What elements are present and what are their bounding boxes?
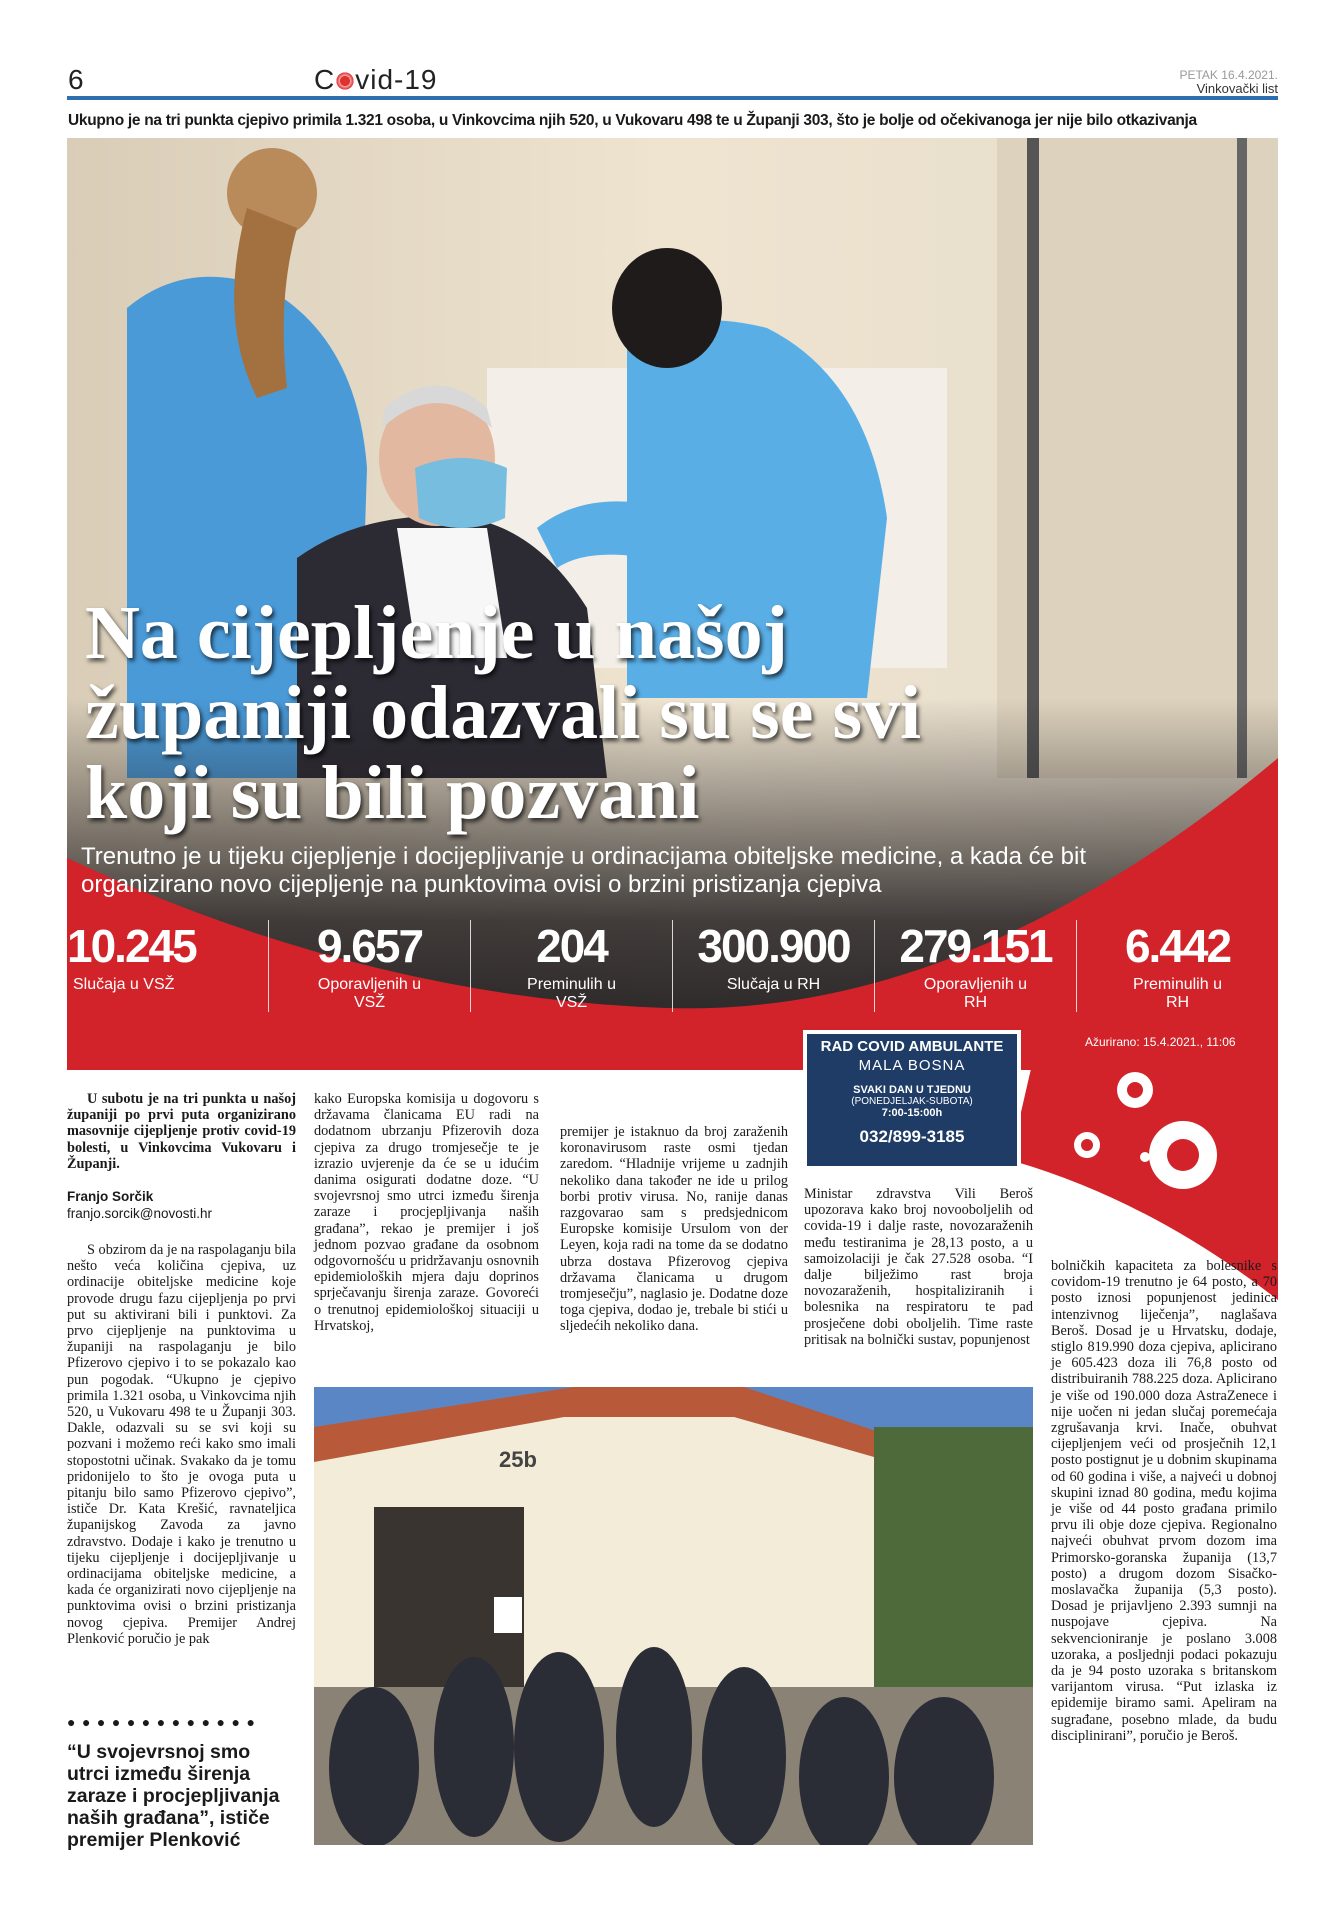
stat-value: 6.442 <box>1124 920 1231 972</box>
publication-name: Vinkovački list <box>1196 81 1278 96</box>
box-location: MALA BOSNA <box>858 1057 966 1074</box>
stat-label: Preminulih u RH <box>1133 976 1222 1011</box>
author-name: Franjo Sorčik <box>67 1189 154 1205</box>
stat-recovered-rh <box>874 920 1076 1012</box>
box-days: SVAKI DAN U TJEDNU <box>853 1084 971 1096</box>
header-rule <box>67 96 1278 100</box>
box-phone: 032/899-3185 <box>859 1127 965 1146</box>
article-text: S obzirom da je na raspolaganju bila nešto veća količina cjepiva, uz ordinacije obiteljske medicine koje provode drugu fazu cijepljenja po prvi put su aktivirani bili i punktovi. Za prvo cijepljenje na punktovima u županiji na raspolaganju je bilo Pfizerovo cjepivo i to se pokazalo kao pun pogodak. “Ukupno je cjepivo primila 1.321 osoba, u Vinkovcima njih 520, u Vukovaru 498 te u Županji 303. Dakle, odazvali su se svi koji su pozvani i možemo reći kako smo imali stopostotni učinak. Svakako da je tomu pridonijelo to što je ovoga puta u pitanju bilo samo Pfizerovo cjepivo”, ističe Dr. Kata Krešić, ravnateljica županijskog Zavoda za javno zdravstvo. Dodaje i kako je trenutno u tijeku cijepljenje i docijepljivanje u ordinacijama obiteljske medicine, a kada će organizirati novo cijepljenje na punktovima ovisi o brzini pristizanja novog cjepiva. Premijer Andrej Plenković poručio je pak <box>67 1242 296 1647</box>
vaccination-queue-photo <box>314 1387 1033 1845</box>
box-title: RAD COVID AMBULANTE <box>820 1038 1004 1055</box>
issue-date: PETAK 16.4.2021. <box>1179 68 1278 82</box>
author-email[interactable]: franjo.sorcik@novosti.hr <box>67 1206 213 1222</box>
article-text: kako Europska komisija u dogovoru s državama članicama EU radi na dodatnom ubrzanju Pfizerovih doza cjepiva za drugo tromjesečje te je izrazio uvjerenje da će se u idućim danima osigurati dodatne doze. “U svojevrsnoj smo utrci između širenja zaraze i procjepljivanja naših građana”, rekao je premijer i još jednom pozvao građane da osobnom odgovornošću u pridržavanju osnovnih epidemioloških mjera daju doprinos sprječavanju širenja zaraze. Govoreći o trenutnoj epidemiološkoj situaciji u Hrvatskoj, <box>314 1091 539 1334</box>
stat-label: Oporavljenih u VSŽ <box>317 976 422 1011</box>
stat-label: Slučaja u VSŽ <box>73 976 175 993</box>
virus-icon <box>335 71 355 91</box>
ambulance-info-box <box>803 1030 1021 1170</box>
stat-value: 300.900 <box>697 920 850 972</box>
box-hours: 7:00-15:00h <box>881 1107 943 1119</box>
box-days-detail: (PONEDJELJAK-SUBOTA) <box>851 1096 973 1107</box>
article-column-5 <box>1051 1258 1277 1744</box>
stats-bar <box>67 920 1278 1012</box>
updated-timestamp: Ažurirano: 15.4.2021., 11:06 <box>1085 1035 1236 1049</box>
article-column-2 <box>314 1091 539 1334</box>
article-column-1 <box>67 1091 296 1647</box>
pull-quote: “U svojevrsnoj smo utrci između širenja zaraze i procjepljivanja naših građana”, ističe premijer Plenković <box>67 1741 280 1851</box>
stat-value: 9.657 <box>316 920 423 972</box>
stat-deaths-rh <box>1076 920 1278 1012</box>
section-title <box>314 64 438 96</box>
issue-info <box>1179 68 1278 96</box>
quote-divider: ●●●●●●●●●●●●● <box>67 1716 262 1731</box>
page-number: 6 <box>68 64 84 95</box>
stat-label: Oporavljenih u RH <box>923 976 1028 1011</box>
article-column-3 <box>560 1124 788 1335</box>
stat-label: Slučaja u RH <box>726 976 821 993</box>
article-lead: U subotu je na tri punkta u našoj županiji po prvi puta organizirano masovnije cijepljenje protiv covid-19 bolesti, u Vinkovcima Vukovaru i Županji. <box>67 1091 296 1172</box>
headline: Na cijepljenje u našoj županiji odazvali su se svi koji su bili pozvani <box>85 591 922 835</box>
kicker: Ukupno je na tri punkta cjepivo primila 1.321 osoba, u Vinkovcima njih 520, u Vukovaru 498 te u Županji 303, što je bolje od očekivanoga jer nije bilo otkazivanja <box>68 112 1197 129</box>
stat-value: 204 <box>536 920 607 972</box>
article-text: bolničkih kapaciteta za bolesnike s covidom-19 trenutno je 64 posto, a 70 posto iznosi popunjenost jedinica intenzivnog liječenja”, naglašava Beroš. Dosad je u Hrvatsku, dodaje, stiglo 819.990 doza cjepiva, aplicirano je 605.423 doza ili 76,8 posto od distribuiranih 788.225 doza. Aplicirano je više od 190.000 doza AstraZenece i nije uočen ni jedan slučaj poremećaja zgrušavanja krvi. Inače, obuhvat cijepljenjem veći od prosječnih 12,1 posto postignut je u dobnim skupinama od 60 godina i više, a najveći u dobnoj skupini iznad 80 godina, među kojima je više od 44 posto građana primilo prvu ili obje doze cjepiva. Regionalno najveći obuhvat prvom dozom ima Primorsko-goranska županija (13,7 posto) a drugom dozom Sisačko-moslavačka županija (5,3 posto). Dosad je prijavljeno 2.393 sumnji na nuspojave cjepiva. Na sekvencioniranje je poslano 3.008 uzoraka, a posljednji podaci pokazuju da je 94 posto uzoraka s britanskom varijantom virusa. “Put izlaska iz epidemije biramo sami. Apeliram na sugrađane, posebno mlade, da budu disciplinirani”, poručio je Beroš. <box>1051 1258 1277 1744</box>
article-text: premijer je istaknuo da broj zaraženih koronavirusom raste osmi tjedan zaredom. “Hladnije vrijeme u zadnjih nekoliko dana također ne ide u prilog borbi protiv virusa. No, ranije danas razgovarao sam s predsjednicom Europske komisije Ursulom von der Leyen, koja radi na tome da se dodatno ubrza dostava Pfizerovog cjepiva državama članicama u drugom tromjesečju”, naglasio je. Dodatne doze toga cjepiva, dodao je, trebale bi stići u sljedećih nekoliko dana. <box>560 1124 788 1335</box>
stat-deaths-vsz <box>470 920 672 1012</box>
subheadline: Trenutno je u tijeku cijepljenje i docijepljivanje u ordinacijama obiteljske medicine, a kada će bit organizirano novo cijepljenje na punktovima ovisi o brzini pristizanja cjepiva <box>81 843 1086 898</box>
section-title-end: vid-19 <box>355 64 438 95</box>
photo-image <box>314 1387 1033 1845</box>
stat-recovered-vsz <box>268 920 470 1012</box>
article-column-4 <box>804 1186 1033 1348</box>
house-number: 25b <box>499 1447 537 1472</box>
stat-label: Preminulih u VSŽ <box>527 976 616 1011</box>
article-text: Ministar zdravstva Vili Beroš upozorava kako broj novooboljelih od covida-19 i dalje raste, novozaraženih među testiranima je 28,13 posto, a u samoizolaciji je čak 27.528 osoba. “I dalje bilježimo rast broja novozaraženih, hospitaliziranih i bolesnika na respiratoru te pad prosječene dobi oboljelih. Time raste pritisak na bolnički sustav, popunjenost <box>804 1186 1033 1348</box>
section-title-start: C <box>314 64 336 95</box>
stat-cases-rh <box>672 920 874 1012</box>
hero-photo <box>67 138 1278 1070</box>
stat-value: 10.245 <box>67 920 196 972</box>
stat-cases-vsz <box>67 920 268 1012</box>
stat-value: 279.151 <box>899 920 1052 972</box>
